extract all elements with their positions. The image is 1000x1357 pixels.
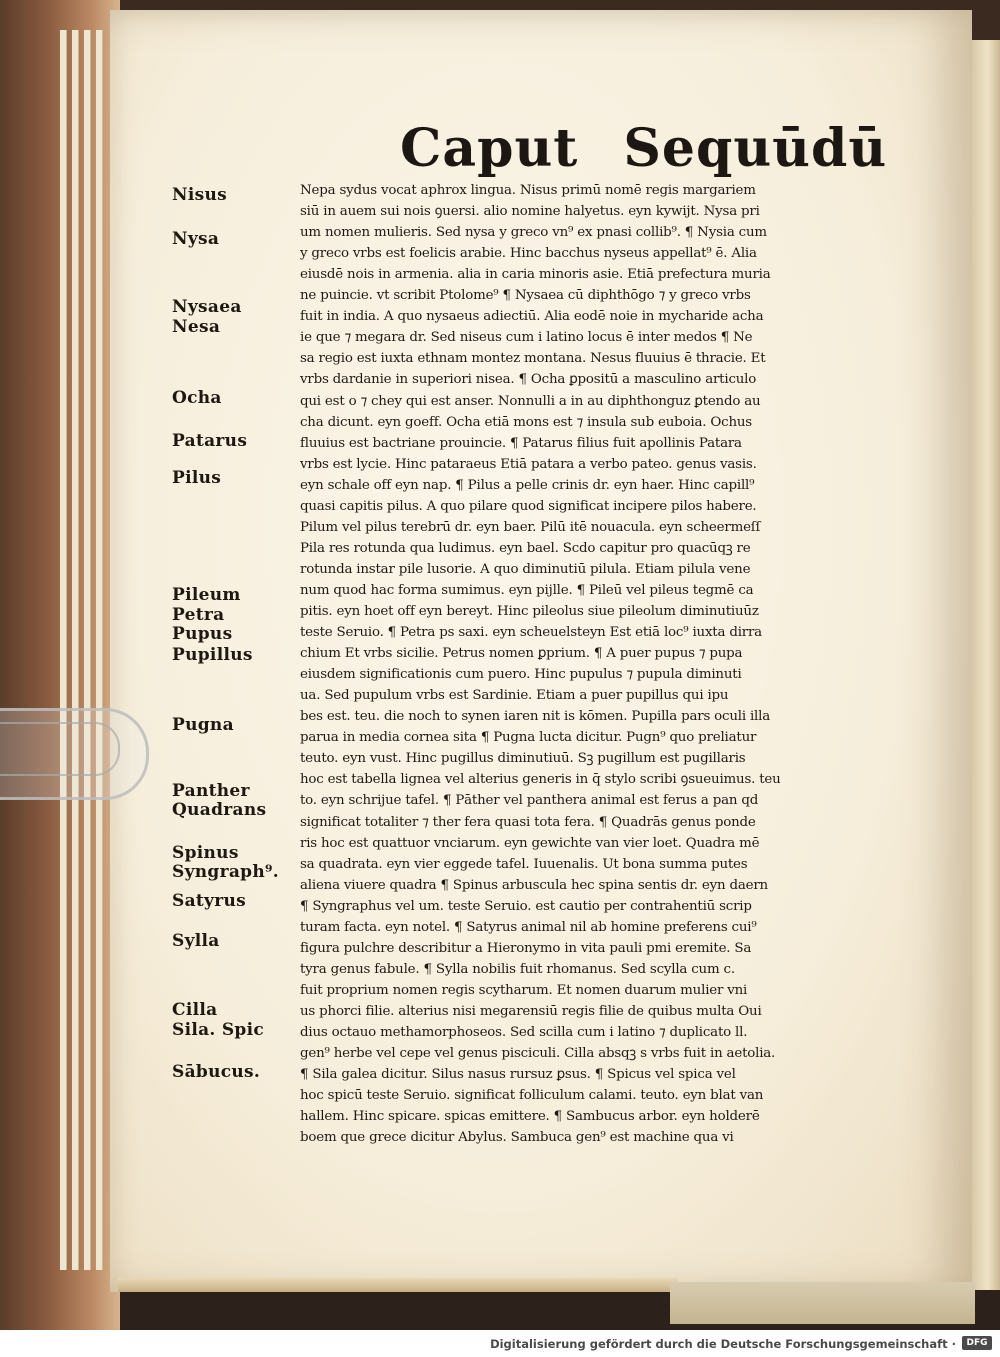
text-line: y greco vrbs est foelicis arabie. Hinc bacchus nyseus appellat⁹ ē. Alia [300, 246, 757, 262]
text-line: eyn schale off eyn nap. ¶ Pilus a pelle crinis dr. eyn haer. Hinc capill⁹ [300, 477, 755, 493]
text-line: aliena viuere quadra ¶ Spinus arbuscula hec spina sentis dr. eyn daern [300, 877, 768, 893]
text-line: chium Et vrbs sicilie. Petrus nomen ꝑprium. ¶ A puer pupus ⁊ pupa [300, 646, 743, 662]
margin-note: Pugna [172, 715, 234, 735]
text-line: Pilum vel pilus terebrū dr. eyn baer. Pilū itē nouacula. eyn scheermeſſ [300, 519, 761, 535]
margin-note: Pileum [172, 585, 241, 605]
text-line: ¶ Sila galea dicitur. Silus nasus rursuz ꝑsus. ¶ Spicus vel spica vel [300, 1067, 736, 1083]
text-line: fuit in india. A quo nysaeus adiectiū. Alia eodē noie in mycharide acha [300, 309, 764, 325]
text-line: to. eyn schrijue tafel. ¶ Pāther vel panthera animal est ferus a pan qd [300, 793, 759, 809]
margin-note: Pupillus [172, 645, 253, 665]
dfg-logo: DFG [962, 1336, 992, 1350]
text-line: teuto. eyn vust. Hinc pugillus diminutiuū. Sꝫ pugillum est pugillaris [300, 751, 746, 767]
text-line: figura pulchre describitur a Hieronymo in vita pauli pmi eremite. Sa [300, 940, 752, 956]
text-line: siū in auem sui nois ꝯuersi. alio nomine halyetus. eyn kywijt. Nysa pri [300, 204, 760, 220]
page-edge [60, 30, 67, 1270]
text-line: Nepa sydus vocat aphrox lingua. Nisus primū nomē regis margariem [300, 183, 756, 198]
text-line: sa quadrata. eyn vier eggede tafel. Iuuenalis. Ut bona summa putes [300, 856, 748, 872]
page-clip-inner [0, 722, 120, 776]
funding-notice: Digitalisierung gefördert durch die Deutsche Forschungsgemeinschaft · [490, 1337, 956, 1351]
text-line: ne puincie. vt scribit Ptolome⁹ ¶ Nysaea cū diphthōgo ⁊ y greco vrbs [300, 288, 751, 304]
text-line: boem que grece dicitur Abylus. Sambuca gen⁹ est machine qua vi [300, 1130, 734, 1146]
margin-note: Sila. Spic [172, 1020, 265, 1040]
margin-note: Pilus [172, 468, 222, 488]
text-line: eiusdē nois in armenia. alia in caria minoris asie. Etiā prefectura muria [300, 267, 771, 283]
text-line: gen⁹ herbe vel cepe vel genus pisciculi. Cilla absqꝫ s vrbs fuit in aetolia. [300, 1046, 776, 1062]
margin-note: Syngraph⁹. [172, 862, 279, 882]
margin-note: Panther [172, 781, 250, 801]
margin-note: Sylla [172, 931, 220, 951]
margin-note: Satyrus [172, 891, 247, 911]
margin-note: Cilla [172, 1000, 218, 1020]
text-line: ie que ⁊ megara dr. Sed niseus cum i latino locus ē inter medos ¶ Ne [300, 330, 753, 346]
margin-note: Nysa [172, 229, 220, 249]
text-line: sa regio est iuxta ethnam montez montana. Nesus fluuius ē thracie. Et [300, 351, 766, 367]
text-line: quasi capitis pilus. A quo pilare quod significat incipere pilos habere. [300, 498, 757, 514]
page-edge [96, 30, 103, 1270]
text-line: vrbs dardanie in superiori nisea. ¶ Ocha ꝑpositū a masculino articulo [300, 372, 757, 388]
text-line: us phorci filie. alterius nisi megarensiū regis filie de quibus multa Oui [300, 1003, 762, 1019]
margin-note: Nesa [172, 317, 221, 337]
page-edge [84, 30, 91, 1270]
page-heading: Caput Sequūdū [400, 118, 888, 179]
text-line: fuit proprium nomen regis scytharum. Et nomen duarum mulier vni [300, 982, 748, 998]
margin-note: Pupus [172, 624, 233, 644]
text-line: fluuius est bactriane prouincie. ¶ Patarus filius fuit apollinis Patara [300, 435, 742, 451]
margin-note: Ocha [172, 388, 222, 408]
text-line: Pila res rotunda qua ludimus. eyn bael. Scdo capitur pro quacūqꝫ re [300, 540, 751, 556]
page-edge [72, 30, 79, 1270]
text-line: bes est. teu. die noch to synen iaren nit is kōmen. Pupilla pars oculi illa [300, 709, 771, 725]
text-line: um nomen mulieris. Sed nysa y greco vn⁹ ex pnasi collib⁹. ¶ Nysia cum [300, 225, 767, 241]
text-line: ¶ Syngraphus vel um. teste Seruio. est cautio per contrahentiū scrip [300, 898, 752, 914]
margin-note: Nysaea [172, 297, 242, 317]
text-line: dius octauo methamorphoseos. Sed scilla cum i latino ⁊ duplicato ll. [300, 1025, 748, 1040]
text-line: cha dicunt. eyn goeff. Ocha etiā mons est ⁊ insula sub euboia. Ochus [300, 414, 752, 430]
text-line: hallem. Hinc spicare. spicas emittere. ¶ Sambucus arbor. eyn holderē [300, 1109, 760, 1125]
text-line: ua. Sed pupulum vrbs est Sardinie. Etiam a puer pupillus qui ipu [300, 688, 729, 704]
text-line: tyra genus fabule. ¶ Sylla nobilis fuit rhomanus. Sed scylla cum c. [300, 961, 735, 977]
margin-note: Patarus [172, 431, 248, 451]
text-line: hoc spicū teste Seruio. significat folliculum calami. teuto. eyn blat van [300, 1088, 764, 1104]
margin-note: Nisus [172, 185, 227, 205]
text-line: ris hoc est quattuor vnciarum. eyn gewichte van vier loet. Quadra mē [300, 835, 760, 851]
page-bottom-edge [118, 1278, 678, 1292]
margin-note: Sābucus. [172, 1062, 261, 1082]
margin-note: Quadrans [172, 800, 267, 820]
margin-note: Spinus [172, 843, 239, 863]
text-line: qui est o ⁊ chey qui est anser. Nonnulli a in au diphthonguz ꝑtendo au [300, 393, 761, 409]
footer-bar [0, 1330, 1000, 1357]
text-line: parua in media cornea sita ¶ Pugna lucta dicitur. Pugn⁹ quo preliatur [300, 730, 757, 746]
text-line: hoc est tabella lignea vel alterius generis in q̄ stylo scribi ꝯsueuimus. teu [300, 772, 781, 788]
text-line: rotunda instar pile lusorie. A quo diminutiū pilula. Etiam pilula vene [300, 561, 751, 577]
text-line: num quod hac forma sumimus. eyn pijlle. ¶ Pileū vel pileus tegmē ca [300, 582, 754, 598]
text-line: teste Seruio. ¶ Petra ps saxi. eyn scheuelsteyn Est etiā loc⁹ iuxta dirra [300, 625, 762, 641]
text-line: significat totaliter ⁊ ther fera quasi tota fera. ¶ Quadrās genus ponde [300, 814, 756, 830]
text-line: eiusdem significationis cum puero. Hinc pupulus ⁊ pupula diminuti [300, 667, 742, 683]
margin-note: Petra [172, 605, 225, 625]
parchment-binding-strip [670, 1282, 975, 1324]
text-line: turam facta. eyn notel. ¶ Satyrus animal nil ab homine preferens cui⁹ [300, 919, 757, 935]
text-line: pitis. eyn hoet off eyn bereyt. Hinc pileolus siue pileolum diminutiuūz [300, 604, 759, 619]
text-line: vrbs est lycie. Hinc pataraeus Etiā patara a verbo pateo. genus vasis. [300, 456, 757, 472]
